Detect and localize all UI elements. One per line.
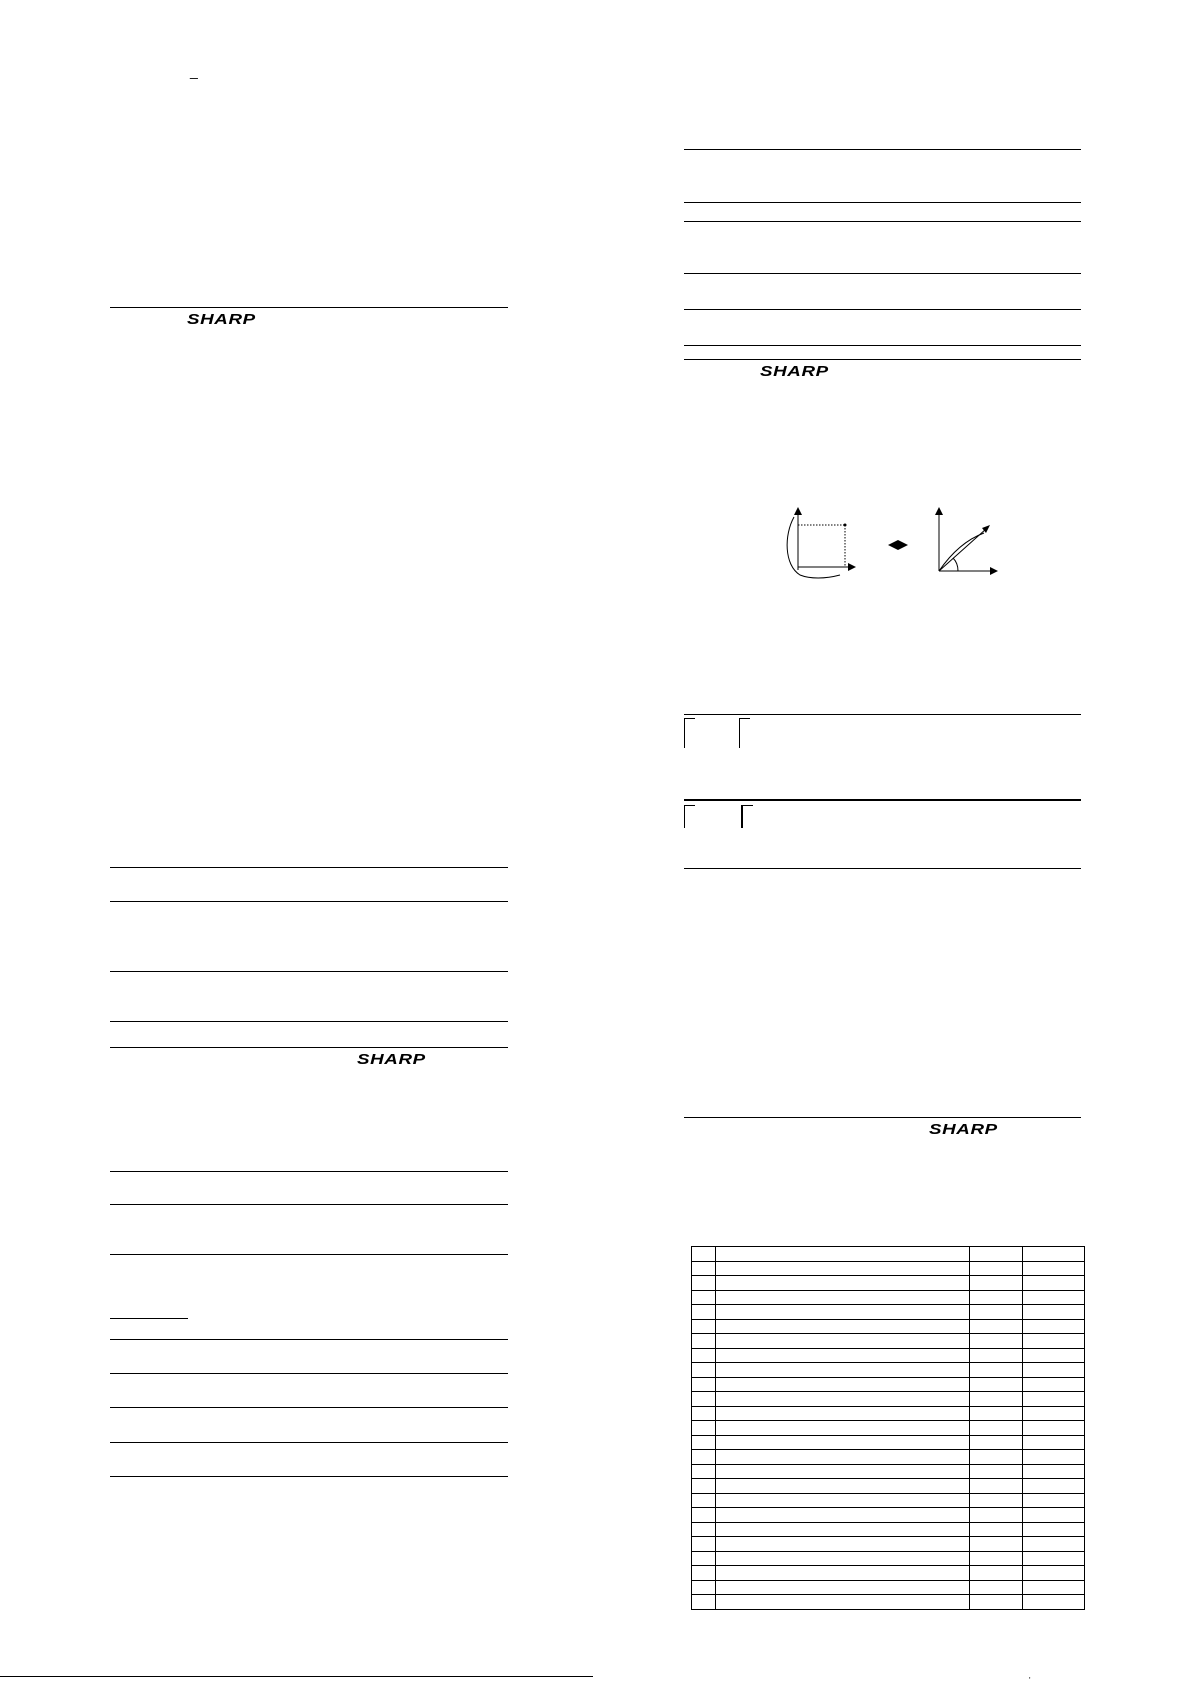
table-cell xyxy=(1023,1348,1085,1363)
table-cell xyxy=(716,1493,970,1508)
bracket-2a xyxy=(684,805,695,828)
corner-mark: ' xyxy=(1029,1676,1031,1685)
table-row xyxy=(692,1450,1085,1465)
top-mark: _ xyxy=(190,63,198,79)
table-cell xyxy=(716,1479,970,1494)
table-row xyxy=(692,1566,1085,1581)
table-row xyxy=(692,1580,1085,1595)
table-cell xyxy=(1023,1319,1085,1334)
table-cell xyxy=(970,1334,1023,1349)
table-cell xyxy=(692,1537,716,1552)
table-row xyxy=(692,1247,1085,1262)
table-cell xyxy=(716,1537,970,1552)
rule-right-6 xyxy=(684,345,1081,346)
rule-left-7 xyxy=(110,1171,508,1172)
rule-left-1 xyxy=(110,307,508,308)
table-cell xyxy=(692,1566,716,1581)
table-row xyxy=(692,1421,1085,1436)
table-cell xyxy=(1023,1421,1085,1436)
table-cell xyxy=(970,1261,1023,1276)
table-cell xyxy=(1023,1537,1085,1552)
table-row xyxy=(692,1363,1085,1378)
table-cell xyxy=(716,1566,970,1581)
table-row xyxy=(692,1522,1085,1537)
table-cell xyxy=(692,1247,716,1262)
table-cell xyxy=(716,1276,970,1291)
table-cell xyxy=(970,1566,1023,1581)
sharp-logo-1: SHARP xyxy=(187,311,256,328)
rule-right-2 xyxy=(684,202,1081,203)
table-cell xyxy=(970,1479,1023,1494)
rule-right-8 xyxy=(684,714,1081,715)
table-cell xyxy=(1023,1580,1085,1595)
table-cell xyxy=(716,1363,970,1378)
table-row xyxy=(692,1305,1085,1320)
table-cell xyxy=(1023,1522,1085,1537)
rule-right-1 xyxy=(684,149,1081,150)
table-cell xyxy=(692,1595,716,1610)
table-cell xyxy=(716,1595,970,1610)
table-cell xyxy=(716,1508,970,1523)
table-cell xyxy=(692,1479,716,1494)
table-cell xyxy=(970,1580,1023,1595)
table-cell xyxy=(692,1261,716,1276)
table-cell xyxy=(1023,1566,1085,1581)
rule-left-11 xyxy=(110,1373,508,1374)
table-cell xyxy=(970,1276,1023,1291)
rule-left-3 xyxy=(110,901,508,902)
coordinate-conversion-diagram xyxy=(780,505,1010,585)
rule-right-11 xyxy=(684,1117,1081,1118)
table-cell xyxy=(692,1508,716,1523)
bracket-2b xyxy=(741,805,753,828)
grid-table-body xyxy=(691,1246,1085,1610)
table-cell xyxy=(716,1305,970,1320)
table-row xyxy=(692,1464,1085,1479)
table-cell xyxy=(1023,1479,1085,1494)
table-cell xyxy=(692,1522,716,1537)
table-row xyxy=(692,1493,1085,1508)
table-cell xyxy=(970,1435,1023,1450)
table-row xyxy=(692,1479,1085,1494)
table-cell xyxy=(692,1319,716,1334)
table-cell xyxy=(716,1450,970,1465)
table-cell xyxy=(692,1464,716,1479)
table-cell xyxy=(716,1290,970,1305)
table-cell xyxy=(692,1551,716,1566)
table-cell xyxy=(716,1406,970,1421)
table-row xyxy=(692,1319,1085,1334)
table-cell xyxy=(1023,1551,1085,1566)
table-row xyxy=(692,1595,1085,1610)
rule-left-6 xyxy=(110,1047,508,1048)
rule-right-3 xyxy=(684,221,1081,222)
table-cell xyxy=(692,1290,716,1305)
table-cell xyxy=(970,1247,1023,1262)
table-cell xyxy=(970,1493,1023,1508)
rule-left-short xyxy=(110,1318,188,1319)
table-cell xyxy=(1023,1276,1085,1291)
table-row xyxy=(692,1537,1085,1552)
table-cell xyxy=(1023,1392,1085,1407)
table-cell xyxy=(970,1421,1023,1436)
table-cell xyxy=(716,1261,970,1276)
table-cell xyxy=(1023,1247,1085,1262)
table-cell xyxy=(1023,1363,1085,1378)
sharp-logo-4: SHARP xyxy=(929,1121,998,1138)
table-cell xyxy=(970,1406,1023,1421)
table-cell xyxy=(692,1450,716,1465)
double-arrow-icon xyxy=(888,540,908,550)
table-cell xyxy=(716,1435,970,1450)
table-cell xyxy=(716,1348,970,1363)
table-cell xyxy=(716,1464,970,1479)
table-cell xyxy=(970,1450,1023,1465)
table-row xyxy=(692,1508,1085,1523)
table-cell xyxy=(970,1508,1023,1523)
rule-left-13 xyxy=(110,1442,508,1443)
table-cell xyxy=(692,1493,716,1508)
table-cell xyxy=(716,1580,970,1595)
table-cell xyxy=(1023,1305,1085,1320)
table-cell xyxy=(692,1305,716,1320)
table-cell xyxy=(1023,1290,1085,1305)
table-row xyxy=(692,1435,1085,1450)
table-cell xyxy=(970,1290,1023,1305)
sharp-logo-3: SHARP xyxy=(760,363,829,380)
polar-coordinates-icon xyxy=(935,507,998,575)
table-cell xyxy=(692,1580,716,1595)
table-cell xyxy=(692,1392,716,1407)
table-row xyxy=(692,1377,1085,1392)
table-cell xyxy=(970,1348,1023,1363)
table-cell xyxy=(692,1334,716,1349)
table-cell xyxy=(692,1435,716,1450)
table-cell xyxy=(1023,1334,1085,1349)
table-cell xyxy=(1023,1450,1085,1465)
table-cell xyxy=(692,1348,716,1363)
grid-table xyxy=(691,1246,1085,1610)
table-cell xyxy=(1023,1377,1085,1392)
table-cell xyxy=(692,1421,716,1436)
table-cell xyxy=(970,1305,1023,1320)
rule-right-9 xyxy=(684,799,1081,801)
table-row xyxy=(692,1334,1085,1349)
table-cell xyxy=(716,1551,970,1566)
table-row xyxy=(692,1392,1085,1407)
rule-right-7 xyxy=(684,359,1081,360)
table-cell xyxy=(1023,1464,1085,1479)
table-cell xyxy=(1023,1508,1085,1523)
table-cell xyxy=(716,1247,970,1262)
table-cell xyxy=(970,1377,1023,1392)
bracket-1a xyxy=(684,718,695,748)
rule-right-4 xyxy=(684,273,1081,274)
table-cell xyxy=(716,1392,970,1407)
table-row xyxy=(692,1348,1085,1363)
table-cell xyxy=(1023,1435,1085,1450)
rule-left-14 xyxy=(110,1476,508,1477)
table-cell xyxy=(1023,1595,1085,1610)
table-cell xyxy=(692,1276,716,1291)
footer-line xyxy=(0,1676,593,1677)
table-cell xyxy=(716,1319,970,1334)
table-cell xyxy=(692,1363,716,1378)
table-cell xyxy=(692,1377,716,1392)
rule-left-2 xyxy=(110,867,508,868)
table-row xyxy=(692,1290,1085,1305)
rectangular-coordinates-icon xyxy=(787,507,856,578)
table-cell xyxy=(970,1392,1023,1407)
table-cell xyxy=(716,1421,970,1436)
sharp-logo-2: SHARP xyxy=(357,1051,426,1068)
table-row xyxy=(692,1551,1085,1566)
table-cell xyxy=(692,1406,716,1421)
rule-left-9 xyxy=(110,1254,508,1255)
table-cell xyxy=(970,1522,1023,1537)
table-cell xyxy=(716,1522,970,1537)
rule-left-12 xyxy=(110,1407,508,1408)
table-cell xyxy=(970,1319,1023,1334)
table-row xyxy=(692,1261,1085,1276)
table-row xyxy=(692,1406,1085,1421)
table-cell xyxy=(970,1537,1023,1552)
table-cell xyxy=(716,1334,970,1349)
table-cell xyxy=(970,1464,1023,1479)
table-row xyxy=(692,1276,1085,1291)
table-cell xyxy=(1023,1406,1085,1421)
bracket-1b xyxy=(739,718,750,748)
rule-left-8 xyxy=(110,1204,508,1205)
rule-left-5 xyxy=(110,1021,508,1022)
rule-right-10 xyxy=(684,868,1081,869)
rule-left-4 xyxy=(110,971,508,972)
table-cell xyxy=(716,1377,970,1392)
table-cell xyxy=(1023,1493,1085,1508)
table-cell xyxy=(970,1595,1023,1610)
table-cell xyxy=(1023,1261,1085,1276)
rule-left-10 xyxy=(110,1339,508,1340)
table-cell xyxy=(970,1551,1023,1566)
table-cell xyxy=(970,1363,1023,1378)
rule-right-5 xyxy=(684,309,1081,310)
